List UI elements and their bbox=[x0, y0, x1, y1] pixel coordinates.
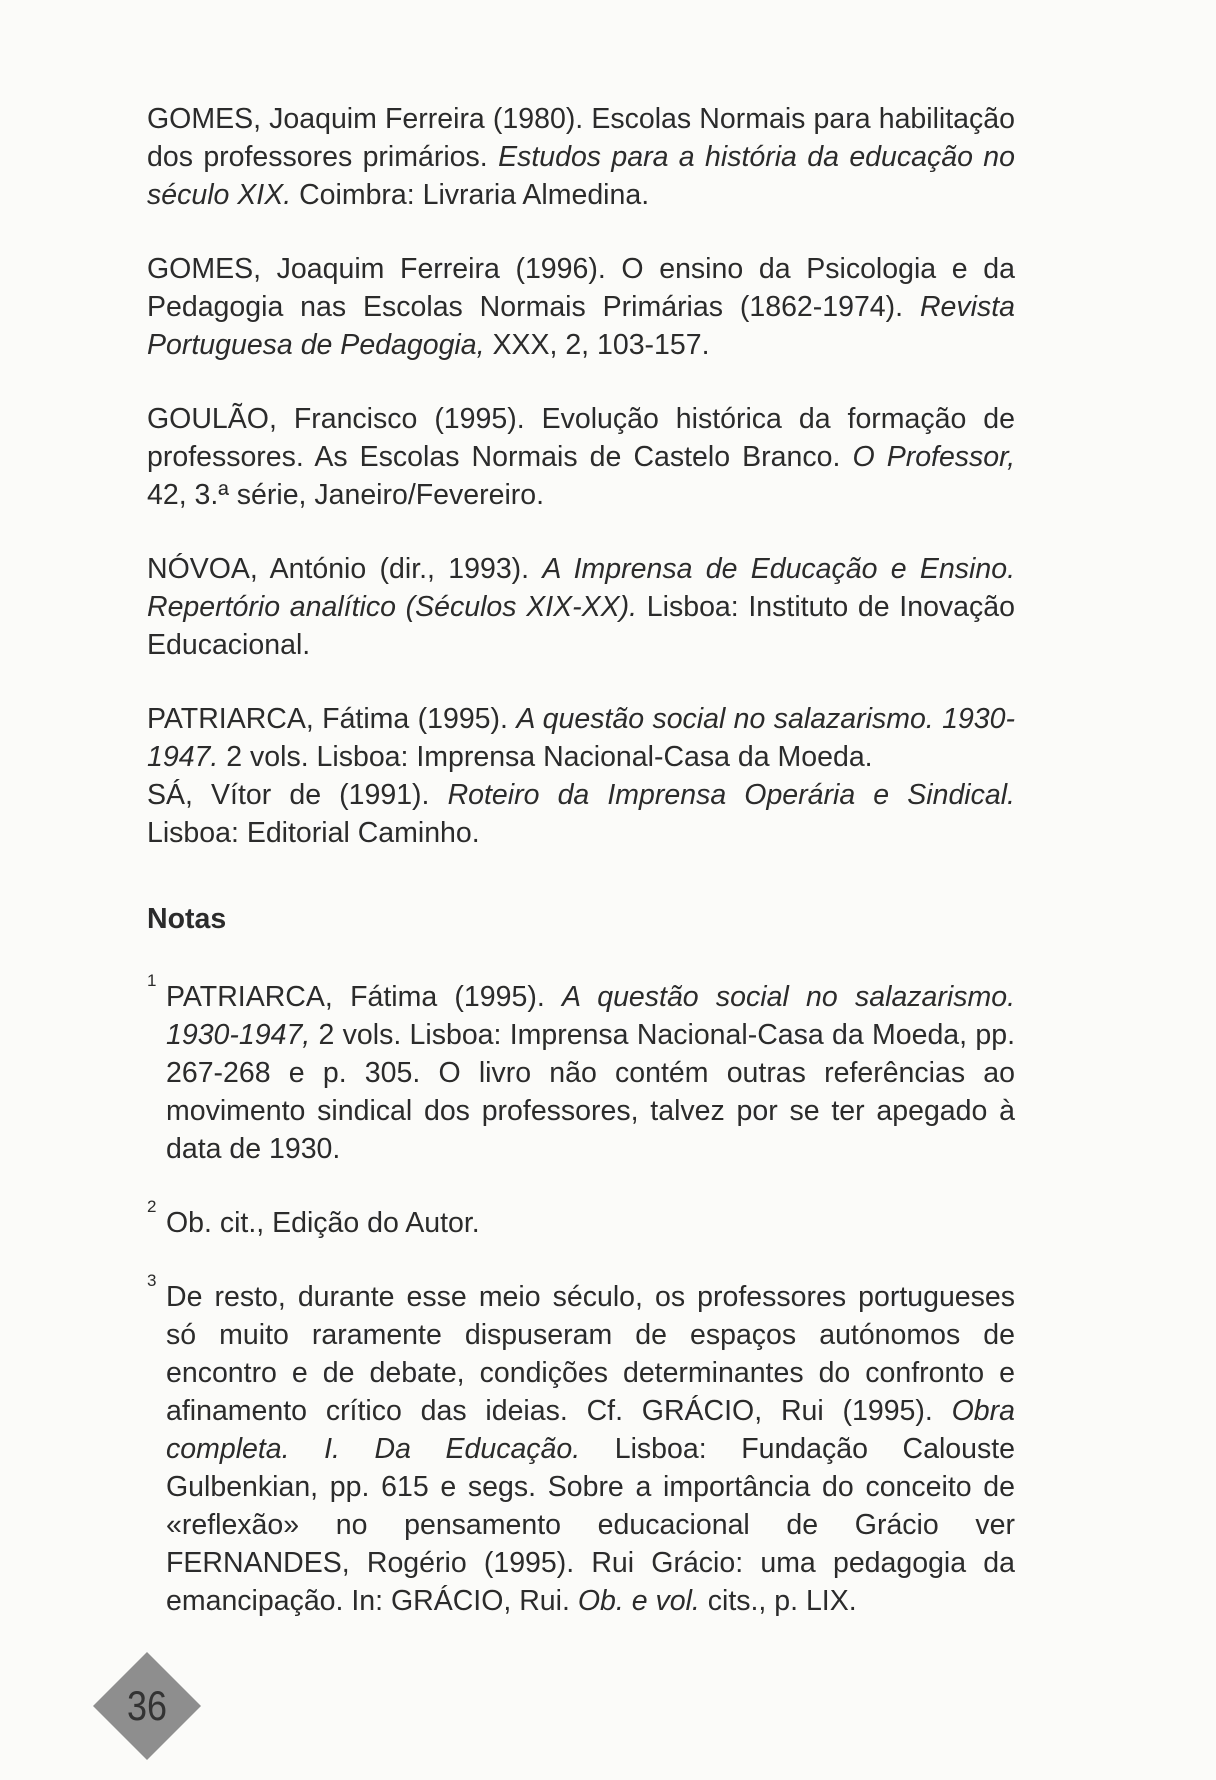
footnote-1: 1 PATRIARCA, Fátima (1995). A questão social no salazarismo. 1930-1947, 2 vols. Lisboa: Imprensa Nacional-Casa da Moeda, pp. 267-268 e p. 305. O livro não contém outras referências ao movimento sindical dos professores, talvez por se ter apegado à data de 1930. bbox=[147, 971, 1015, 1165]
footnote-3: 3 De resto, durante esse meio século, os professores portugueses só muito raramente dispuseram de espaços autónomos de encontro e de debate, condições determinantes do confronto e afinamento crítico das ideias. Cf. GRÁCIO, Rui (1995). Obra completa. I. Da Educação. Lisboa: Fundação Calouste Gulbenkian, pp. 615 e segs. Sobre a importância do conceito de «reflexão» no pensamento educacional de Grácio ver FERNANDES, Rogério (1995). Rui Grácio: uma pedagogia da emancipação. In: GRÁCIO, Rui. Ob. e vol. cits., p. LIX. bbox=[147, 1271, 1016, 1617]
reference-entry: GOULÃO, Francisco (1995). Evolução histórica da formação de professores. As Escolas Normais de Castelo Branco. O Professor, 42, 3.ª série, Janeiro/Fevereiro. bbox=[147, 403, 1015, 511]
page-number: 36 bbox=[127, 1682, 167, 1729]
page-number-badge bbox=[91, 1650, 203, 1762]
footnote-number: 2 bbox=[147, 1197, 157, 1216]
footnote-number: 3 bbox=[147, 1271, 157, 1290]
reference-entry: PATRIARCA, Fátima (1995). A questão social no salazarismo. 1930-1947. 2 vols. Lisboa: Imprensa Nacional-Casa da Moeda. bbox=[147, 703, 1015, 773]
page-content bbox=[147, 100, 1015, 1656]
reference-entry: SÁ, Vítor de (1991). Roteiro da Imprensa Operária e Sindical. Lisboa: Editorial Caminho. bbox=[147, 779, 1015, 849]
footnote-2: 2 Ob. cit., Edição do Autor. bbox=[147, 1197, 480, 1239]
reference-entry: GOMES, Joaquim Ferreira (1980). Escolas Normais para habilitação dos professores primários. Estudos para a história da educação no século XIX. Coimbra: Livraria Almedina. bbox=[147, 103, 1015, 211]
reference-entry: NÓVOA, António (dir., 1993). A Imprensa de Educação e Ensino. Repertório analítico (Séculos XIX-XX). Lisboa: Instituto de Inovação Educacional. bbox=[147, 553, 1015, 661]
notes-heading: Notas bbox=[147, 903, 227, 935]
reference-entry: GOMES, Joaquim Ferreira (1996). O ensino da Psicologia e da Pedagogia nas Escolas Normais Primárias (1862-1974). Revista Portuguesa de Pedagogia, XXX, 2, 103-157. bbox=[147, 253, 1015, 361]
footnote-number: 1 bbox=[147, 971, 157, 990]
